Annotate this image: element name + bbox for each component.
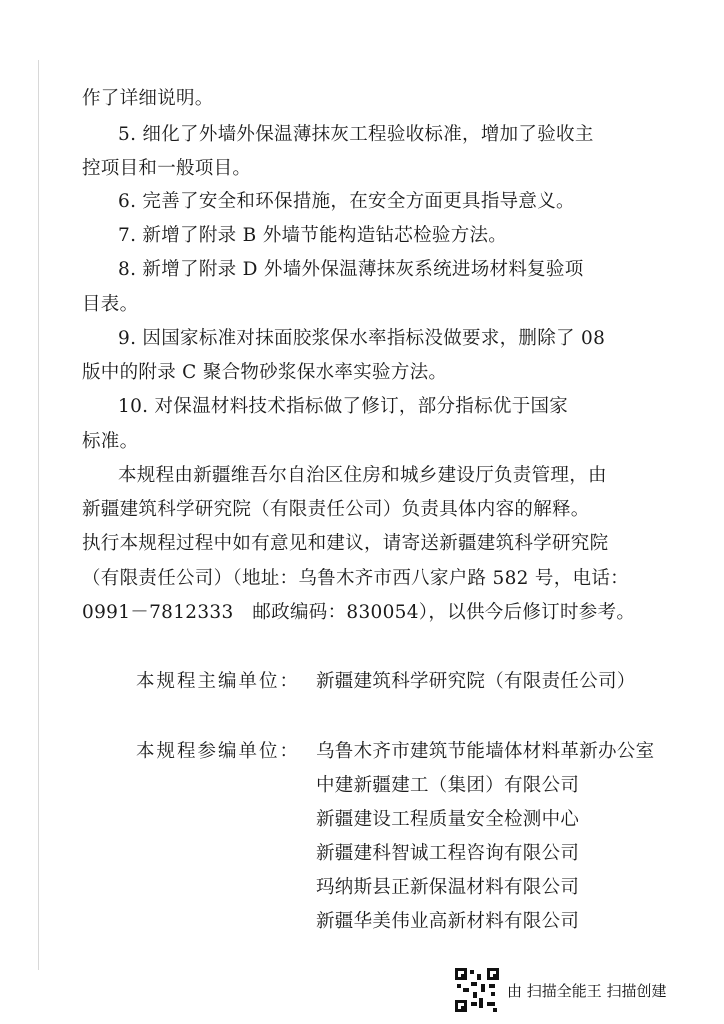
watermark-text: 由 扫描全能王 扫描创建 <box>507 981 667 1000</box>
scan-edge-line <box>38 60 39 970</box>
text-line: 8. 新增了附录 D 外墙外保温薄抹灰系统进场材料复验项 <box>118 259 584 280</box>
participating-org: 玛纳斯县正新保温材料有限公司 <box>316 877 580 898</box>
participating-org: 新疆建设工程质量安全检测中心 <box>316 809 580 830</box>
participating-label: 本规程参编单位： <box>136 741 301 762</box>
participating-org: 新疆华美伟业高新材料有限公司 <box>316 911 580 932</box>
text-line: （有限责任公司）（地址：乌鲁木齐市西八家户路 582 号，电话： <box>82 568 629 589</box>
text-line: 0991－7812333 邮政编码：830054），以供今后修订时参考。 <box>82 602 636 623</box>
text-line: 执行本规程过程中如有意见和建议，请寄送新疆建筑科学研究院 <box>82 533 609 554</box>
text-line: 9. 因国家标准对抹面胶浆保水率指标没做要求，删除了 08 <box>118 328 606 349</box>
qr-code-icon <box>455 968 499 1012</box>
chief-editor-label: 本规程主编单位： <box>136 671 301 692</box>
text-line: 新疆建筑科学研究院（有限责任公司）负责具体内容的解释。 <box>82 499 590 520</box>
text-line: 作了详细说明。 <box>82 88 214 109</box>
text-line: 标准。 <box>82 431 139 452</box>
participating-org: 乌鲁木齐市建筑节能墙体材料革新办公室 <box>316 741 655 762</box>
participating-org: 中建新疆建工（集团）有限公司 <box>316 775 580 796</box>
chief-editor-org: 新疆建筑科学研究院（有限责任公司） <box>316 671 636 692</box>
text-line: 10. 对保温材料技术指标做了修订，部分指标优于国家 <box>118 396 569 417</box>
scanner-watermark <box>455 968 667 1012</box>
text-line: 5. 细化了外墙外保温薄抹灰工程验收标准，增加了验收主 <box>118 124 594 145</box>
text-line: 版中的附录 C 聚合物砂浆保水率实验方法。 <box>82 362 448 383</box>
text-line: 6. 完善了安全和环保措施，在安全方面更具指导意义。 <box>118 191 575 212</box>
text-line: 7. 新增了附录 B 外墙节能构造钻芯检验方法。 <box>118 225 508 246</box>
text-line: 控项目和一般项目。 <box>82 158 252 179</box>
text-line: 目表。 <box>82 294 139 315</box>
participating-org: 新疆建科智诚工程咨询有限公司 <box>316 843 580 864</box>
text-line: 本规程由新疆维吾尔自治区住房和城乡建设厅负责管理，由 <box>118 465 607 486</box>
